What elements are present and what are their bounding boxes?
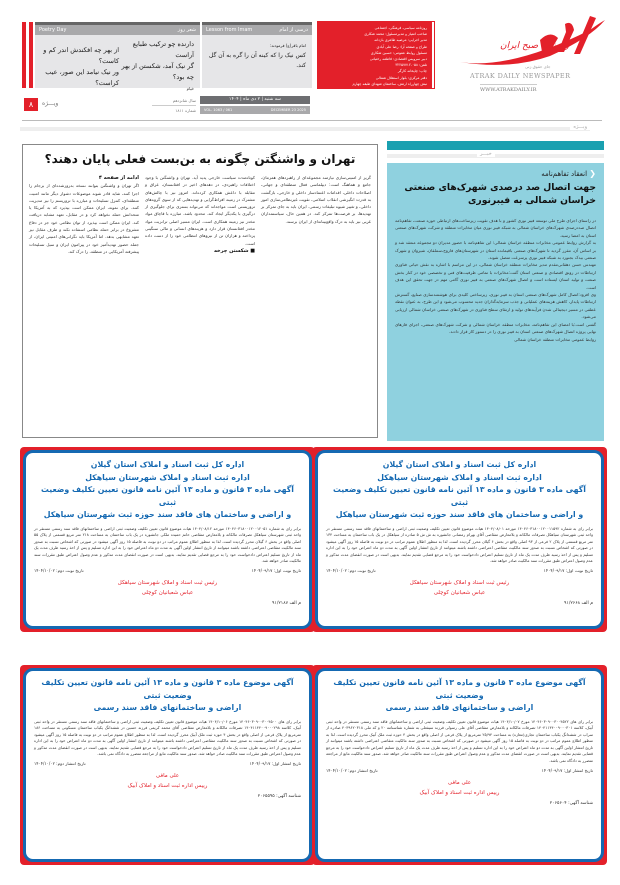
verse-line: گر نیک آمد، شکستن از بهر چه بود؟ [121,62,194,81]
ad-date-first: تاریخ نوبت اول: ۱۴۰۴/۰۹/۱۷ [251,568,301,574]
ad-date-second: تاریخ نوبت دوم: ۱۴۰۴/۱۰/۰۲ [34,568,84,574]
logo-tagline: جای حقوق زنی [525,64,551,69]
ad-heading-line: آگهی ماده ۳ قانون و ماده ۱۳ آئین نامه قانون تعیین تکلیف وضعیت ثبتی [41,485,294,507]
website-url[interactable]: WWW.ATRAKDAILY.IR [480,84,537,93]
article-column-3 [261,174,371,255]
news-paragraph: گفتنی است:با امضای این تفاهم‌نامه، مخابرات منطقه خراسان شمالی و شرکت شهرک‌های صنعتی، اجرای فازهای نهایی پروژه اتصال شهرک‌های صنعتی استان به فیبر نوری را در دستور کار قرار دادند. [395,321,596,335]
section-label: ویـــژه [570,124,590,130]
ad-signature [34,771,301,791]
ad-signature-line: رییس اداره ثبت اسناد و املاک آبیک [419,789,500,796]
poetry-label-en: Poetry Day [39,27,67,33]
ad-signature [326,578,593,598]
ad-heading-line: و اراضی و ساختمان های فاقد سند حوزه ثبت شهرستان سیاهکل [335,510,584,519]
ad-date-second: تاریخ انتشار دوم: ۱۴۰۴/۱۰/۰۲ [34,761,86,767]
article-text: اگر تهران و واشنگتن بتوانند نسخه به‌روزشده‌ای از برجام را اجرا کنند، شاید قادر شوند موضوعات دشوار دیگر مانند امنیت منطقه‌ای، کنترل تسلیحات و مبارزه با تروریسم را نیز مدیریت کنند. برای نمونه، ایران ممکن است بپذیرد که به آمریکا یا متحدانش حمله نخواهد کرد و در مقابل، تعهد مشابه دریافت کند. ایران ممکن است بپذیرد از توان نظامی خود جز در دفاع مشروع در برابر حمله نظامی استفاده نکند و طرف مقابل نیز تعهد مشابهی بدهد. اما آمریکا باید نگرانی‌های امنیتی ایران، از جمله حضور تهدیدآمیز خود در پیرامون ایران و سیل تسلیحات پیشرفته آمریکایی در منطقه، را درک کند. [29,183,139,254]
poetry-label-fa: شعر روز [177,27,196,33]
issue-info [152,96,196,115]
news-kicker: ❮ انعقاد تفاهم‌نامه [541,169,596,178]
lesson-quote: کس نیک را که کینه آن را گره به آن گل کند. [208,52,306,69]
verse-line: ور نیک نیامد این صور، عیب کراست؟ [45,68,120,87]
verse-line: از بهر چه افکندش اندر کم و کاست؟ [43,46,120,65]
date-persian: سه شنبه | ۲ دی ماه | ۱۴۰۴ [200,96,310,104]
ad-heading-line: و اراضی و ساختمان های فاقد سند حوزه ثبت شهرستان سیاهکل [43,510,292,519]
lesson-label-en: Lesson from Imam [206,27,253,33]
legal-notice-ad [312,665,607,865]
news-header-strip [387,141,604,150]
ad-code: شناسه آگهی: ۲۰۶۵۵۹۵ [257,794,301,800]
article-column-2 [145,174,255,255]
poem-right-hemistichs [119,39,194,94]
masthead-info-line: دفتر مرکزی: بلوار استقلال شمالی [375,75,427,80]
news-paragraph: وی افزود:اتصال کامل شهرک‌های صنعتی استان به فیبر نوری، زیرساختی کلیدی برای هوشمندسازی صنایع، گسترش ارتباطات پایدار، کاهش هزینه‌های عملیاتی و جذب سرمایه‌گذاران جدید محسوب می‌شود و این طرح، به عنوان نقطه عطفی در مسیر دیجیتالی شدن فرآیندهای تولید و ارتقای سطح فناوری در شهرک‌های صنعتی خراسان شمالی ارزیابی می‌شود. [395,292,596,320]
masthead-info-line: روزنامه سیاسی، فرهنگی، اجتماعی [374,26,427,30]
news-divider [387,151,604,158]
news-paragraph: در راستای اجرای طرح ملی توسعه فیبر نوری کشور و با هدف تقویت زیرساخت‌های ارتباطی حوزه صنعت، تفاهم‌نامه اتصال صددرصدی شهرک‌های خراسان شمالی به شبکه فیبر نوری میان مخابرات منطقه و شرکت شهرک‌های صنعتی استان به امضا رسید. [395,218,596,238]
poetry-of-the-day-box [35,22,200,91]
main-article [22,144,378,438]
ad-body: برابر رای به شماره ۱۴۰۴۶۰۳۱۸۰۰۱۲۰۰۱۲۰۵۱ مورخه ۱۴۰۴/۰۸/۱۲ هیات موضوع قانون تعیین تکلیف وضعیت ثبتی اراضی و ساختمانهای فاقد سند رسمی مستقر در واحد ثبتی شهرستان سیاهکل تصرفات مالکانه و بلامعارض متقاضی خانم حمیده ملکی جانشوره در یک باب ساختمان به مساحت ۲۱۸ متر مربع قسمتی از پلاک ۵۵ اصلی واقع در بخش ۶ گیلان محرز گردیده است. لذا به منظور اطلاع عموم مراتب در دو نوبت به فاصله ۱۵ روز آگهی میشود در صورتی که اشخاص نسبت به صدور سند مالکیت متقاضی اعتراضی داشته باشند میتوانند از تاریخ انتشار اولین آگهی به مدت دو ماه اعتراض خود را به این اداره تسلیم و پس از اخذ رسید ظرف مدت یک ماه از تاریخ تسلیم اعتراض دادخواست خود را به مرجع قضایی تقدیم نمایند. بدیهی است در صورت انقضای مدت مذکور و عدم وصول اعتراض طبق مقررات سند مالکیت صادر خواهد شد. [34,525,302,564]
ad-date-first: تاریخ نوبت اول: ۱۴۰۴/۰۹/۱۷ [543,568,593,574]
news-section-label: خبـــر [477,151,495,157]
ad-dates [34,761,301,766]
ad-heading-line: اراضی و ساختمانهای فاقد سند رسمی [385,703,534,712]
poet-name: خیام [186,86,194,91]
news-box [387,163,604,441]
ad-heading-line: آگهی ماده ۳ قانون و ماده ۱۳ آئین نامه قانون تعیین تکلیف وضعیت ثبتی [333,485,586,507]
verse-line: دارنده چو ترکیب طبایع آراست [132,40,194,59]
ad-dates [326,568,593,573]
article-title[interactable]: تهران و واشنگتن چگونه به بن‌بست فعلی پایان دهند؟ [44,152,356,166]
ad-signature-line: رئیس ثبت اسناد و املاک شهرستان سیاهکل [409,580,510,587]
ad-body: برابر رای های ۱۴۰۴۶۰۳۰۹۰۰۳۰۰۴۵۰۰ مورخ ۱۴۰۴/۱۰/۰۶ هیات موضوع قانون تعیین تکلیف وضعیت ثبتی اراضی و ساختمانهای فاقد سند رسمی مستقر در واحد ثبتی آبیک، کلاسه ۱۴۰۴۱۱۴۴۰۰۹۰۰۰۲۹۸ تصرفات مالکانه و بلامعارض متقاضی آقای محمد کریمی فرزند حسین در ششدانگ یکباب ساختمان مسکونی به مساحت ۱۸۶ مترمربع از پلاک فرعی از اصلی واقع در بخش ۴ حوزه ثبت ملک آبیک محرز گردیده است. لذا به منظور اطلاع عموم مراتب در دو نوبت به فاصله ۱۵ روز آگهی میشود در صورتی که اشخاص نسبت به صدور سند مالکیت متقاضی اعتراضی داشته باشند میتوانند از تاریخ انتشار اولین آگهی به مدت دو ماه اعتراض خود را به این اداره تسلیم و پس از اخذ رسید ظرف مدت یک ماه از تاریخ تسلیم اعتراض دادخواست خود را به مرجع قضایی تقدیم نمایند. بدیهی است در صورت انقضای مدت مذکور و عدم وصول اعتراض طبق مقررات سند مالکیت صادر خواهد شد. صدور سند مالکیت مانع از مراجعه متضرر به دادگاه نمی باشد. [34,718,301,757]
ad-signature [326,778,593,798]
masthead-info-line: نبش چهارراه ارتش، ساختمان شهدای طبقه چهارم [352,81,427,86]
chevron-left-icon: ❮ [589,169,596,178]
ad-code: شناسه آگهی: ۲۰۶۵۶۰۴ [549,800,593,806]
logo-english-name: ATRAK DAILY NEWSPAPER [470,72,571,80]
date-english-band [200,106,310,114]
news-title[interactable]: جهت اتصال صد درصدی شهرک‌های صنعتی خراسان شمالی به فیبرنوری [404,182,596,206]
lesson-label-fa: درسی از امام [279,27,308,33]
masthead-info-line: تلفن: ۰۵۸-۳۲۲۵۷۷۱۲ [395,63,427,68]
news-body [395,217,596,343]
year-label: سال شانزدهم [152,96,196,106]
date-english: DECEMBER 23 2025 [270,108,306,112]
ad-code: م الف ۹۱/۲۶۶۸ [564,601,593,607]
article-text: گریز از امنیتی‌سازی نیازمند مجموعه‌ای از راهبردهای همزمان، جامع و هماهنگ است: دیپلماسی فعال منطقه‌ای و جهانی، اصلاحات داخلی، اقدامات اعتمادساز داخلی و خارجی، بازگشت به قدرت انگیزشی انقلاب اسلامی، تقویت غیرنظامی‌سازی امور داخلی، و تغییر شیوه تبلیغات رسمی. ایران باید به جای تمرکز بر تهدیدها، بر فرصت‌ها تمرکز کند. در همین حال، سیاستمداران غربی نیز باید به درک واقع‌بینانه‌ای از ایران برسند. [261,175,371,224]
ad-content [315,450,604,629]
ad-heading-line: اداره کل ثبت اسناد و املاک استان گیلان [382,460,537,469]
ad-dates [326,768,593,773]
ad-heading-line: آگهی موضوع ماده ۳ قانون و ماده ۱۳ آئین نامه قانون تعیین تکلیف وضعیت ثبتی [41,678,294,700]
ad-date-first: تاریخ انتشار اول: ۱۴۰۴/۰۹/۱۷ [249,761,301,767]
legal-notice-ad [312,447,607,632]
ad-signature-line: رییس اداره ثبت اسناد و املاک آبیک [127,783,208,790]
ad-body: برابر رای های ۱۴۰۴۶۰۳۰۹۰۰۳۰۰۴۵۲۲ مورخ ۱۴۰۴/۱۰/۰۷ هیات موضوع قانون تعیین تکلیف وضعیت ثبتی اراضی و ساختمانهای فاقد سند رسمی مستقر در واحد ثبتی آبیک، کلاسه ۱۴۰۴۱۱۴۴۰۰۹۰۰۰۳۰۱ تصرفات مالکانه و بلامعارض متقاضی آقای علی رسولی فرزند سیفعلی به شماره شناسنامه ۲۰ و کد ملی ۴۰۳۹۶۲۰۳۱۸ صادره از سراب در ششدانگ یکباب ساختمان تجاری(مغازه) به مساحت ۲۵/۹۴ مترمربع از پلاک فرعی از اصلی واقع در بخش ۴ حوزه ثبت ملک آبیک محرز گردیده است. لذا به منظور اطلاع عموم مراتب در دو نوبت به فاصله ۱۵ روز آگهی میشود در صورتی که اشخاص نسبت به صدور سند مالکیت متقاضی اعتراضی داشته باشند میتوانند از تاریخ انتشار اولین آگهی به مدت دو ماه اعتراض خود را به این اداره تسلیم و پس از اخذ رسید ظرف مدت یک ماه از تاریخ تسلیم اعتراض دادخواست خود را به مرجع قضایی تقدیم نمایند. بدیهی است در صورت انقضای مدت مذکور و عدم وصول اعتراض طبق مقررات سند مالکیت صادر خواهد شد. صدور سند مالکیت مانع از مراجعه متضرر به دادگاه نمی باشد. [326,718,593,764]
masthead-info-line: چاپ: چاپخانه کارگر [397,69,427,74]
ad-content [23,450,312,629]
ad-heading-line: اداره ثبت اسناد و املاک شهرستان سیاهکل [85,472,250,482]
page-section-label: ویـــژه [42,100,59,107]
lesson-from-imam-box [202,22,312,88]
ad-signature-line: عباس شعبانیان کوچلی [433,590,486,597]
masthead-info-line: صاحب امتیاز و مدیرمسئول: محمد شکاری [364,32,427,37]
ad-signature-line: عباس شعبانیان کوچلی [141,590,194,597]
news-paragraph: به گزارش روابط عمومی مخابرات منطقه خراسان شمالی؛ این تفاهم‌نامه با حضور مدیران دو مجموعه منعقد شد و بر اساس آن، مقرر گردید تا شهرک‌های صنعتی باقیمانده استان در شهرستان‌های فاروج،سملقان، شیروان و شهرک صنعتی بیدک بجنورد به شبکه فیبر نوری پرسرعت متصل شوند. [395,240,596,261]
decorative-red-bars [22,22,36,88]
ad-signature [34,578,301,598]
masthead-info-line: مدیر اجرایی: مرضیه طاهری بازدانه [374,38,427,43]
ad-dates [34,568,301,573]
news-paragraph: روابط عمومی مخابرات منطقه خراسان شمالی [514,336,596,342]
volume-number: VOL. 1063 / 061 [204,108,233,112]
ad-signature-line: علی مافی [155,773,180,780]
ad-heading-line: اداره کل ثبت اسناد و املاک استان گیلان [90,460,245,469]
ad-code: م الف ۹۱/۲۱۸۷ [272,601,301,607]
continued-from-label: ادامه از صفحه ۴ [98,175,139,181]
article-text: کوتاه‌مدت سیاست خارجی پدید آید. تهران و واشنگتن با وجود اختلافات راهبردی، در دهه‌های اخیر در افغانستان، عراق و مقابله با داعش همکاری کرده‌اند. امروز نیز با چالش‌های مشترک در زمینه افراط‌گرایی و تهدیدهایی که از سوی گروه‌های تروریستی است مواجه‌اند که می‌تواند بستری برای جلوگیری از درگیری با یکدیگر ایجاد کند. محدود باشد. مبارزه با قاچاق مواد مخدر نیز زمینه همکاری است. ایران مسیر اصلی ترانزیت مواد مخدر افغانستان قرار دارد و هزینه‌های انسانی و مالی سنگینی پرداخته و هزاران تن از نیروهای انتظامی خود را از دست داده است. [145,175,255,246]
masthead-info-line: دبیر سرویس اقتصادی: فاطمه رختیانی [369,57,427,62]
issue-number: شماره ۱۸۱۱ [175,108,196,113]
ad-content [315,668,604,862]
ad-date-second: تاریخ انتشار دوم: ۱۴۰۴/۱۰/۰۲ [326,767,378,773]
ad-signature-line: علی مافی [447,779,472,786]
ad-date-first: تاریخ انتشار اول: ۱۴۰۴/۰۹/۱۷ [541,767,593,773]
masthead-info-line: طراح و صفحه آرا: رضا علی آبادی [376,44,427,49]
page-number-badge: ۸ [24,98,38,111]
header-divider [22,120,602,121]
ad-heading-line: آگهی موضوع ماده ۳ قانون و ماده ۱۳ آئین نامه قانون تعیین تکلیف وضعیت ثبتی [333,678,586,700]
ad-heading-line: اداره ثبت اسناد و املاک شهرستان سیاهکل [377,472,542,482]
ad-content [23,668,312,862]
lesson-attribution: امام باقر(ع) فرمودند: [269,43,306,48]
legal-notice-ad [20,447,315,632]
news-paragraph: مهندس حسن دهقانی‌مقدم مدیر مخابرات منطقه خراسان شمالی، در این مراسم با اشاره به نقش حیاتی فناوری ارتباطات در رونق اقتصادی و صنعتی استان گفت:مخابرات با تمامی ظرفیت‌های فنی و تخصصی خود در کنار بخش صنعت و تولید استان ایستاده است و اتصال شهرک‌های صنعتی به فیبر نوری گامی مهم در جهت تحقق این هدف است. [395,262,596,290]
section-divider [20,124,590,131]
legal-notice-ad [20,665,315,865]
ad-body: برابر رای به شماره ۱۴۰۴۶۰۳۱۸۰۰۱۲۰۰۱۱۵۹۲ مورخه ۱۴۰۴/۰۸/۰۱ هیات موضوع قانون تعیین تکلیف وضعیت ثبتی اراضی و ساختمانهای فاقد سند رسمی مستقر در واحد ثبتی شهرستان سیاهکل تصرفات مالکانه و بلامعارض متقاضی آقای بهرام رمضانی جانشوره به ش ش ۵ صادره از سیاهکل در یک باب ساختمان به مساحت ۱۳۴ متر مربع قسمتی از پلاک ۲ فرعی از ۹۳ اصلی واقع در بخش ۶ گیلان محرز گردیده است. لذا به منظور اطلاع عموم مراتب در دو نوبت به فاصله ۱۵ روز آگهی میشود در صورتی که اشخاص نسبت به صدور سند مالکیت متقاضی اعتراضی داشته باشند میتوانند از تاریخ انتشار اولین آگهی به مدت دو ماه اعتراض خود را به این اداره تسلیم و پس از اخذ رسید ظرف مدت یک ماه از تاریخ تسلیم اعتراض دادخواست خود را به مرجع قضایی تقدیم نمایند. بدیهی است در صورت انقضای مدت مذکور و عدم وصول اعتراض طبق مقررات سند مالکیت صادر خواهد شد. [326,525,594,564]
atrak-logo-icon [440,10,610,72]
masthead-info-box [318,22,434,88]
article-subhead: ■ شکستن چرخه [213,247,255,254]
ad-heading-line: اراضی و ساختمانهای فاقد سند رسمی [93,703,242,712]
logo-subtitle: روزنامه صبح ایران [500,41,569,51]
newspaper-logo[interactable] [440,10,610,95]
masthead-info-line: مسئول روابط عمومی: حسین شکاری [370,50,427,55]
ad-signature-line: رئیس ثبت اسناد و املاک شهرستان سیاهکل [117,580,218,587]
article-column-1 [29,174,139,255]
poem-left-hemistichs [41,39,119,94]
ad-date-second: تاریخ نوبت دوم: ۱۴۰۴/۱۰/۰۲ [326,568,376,574]
